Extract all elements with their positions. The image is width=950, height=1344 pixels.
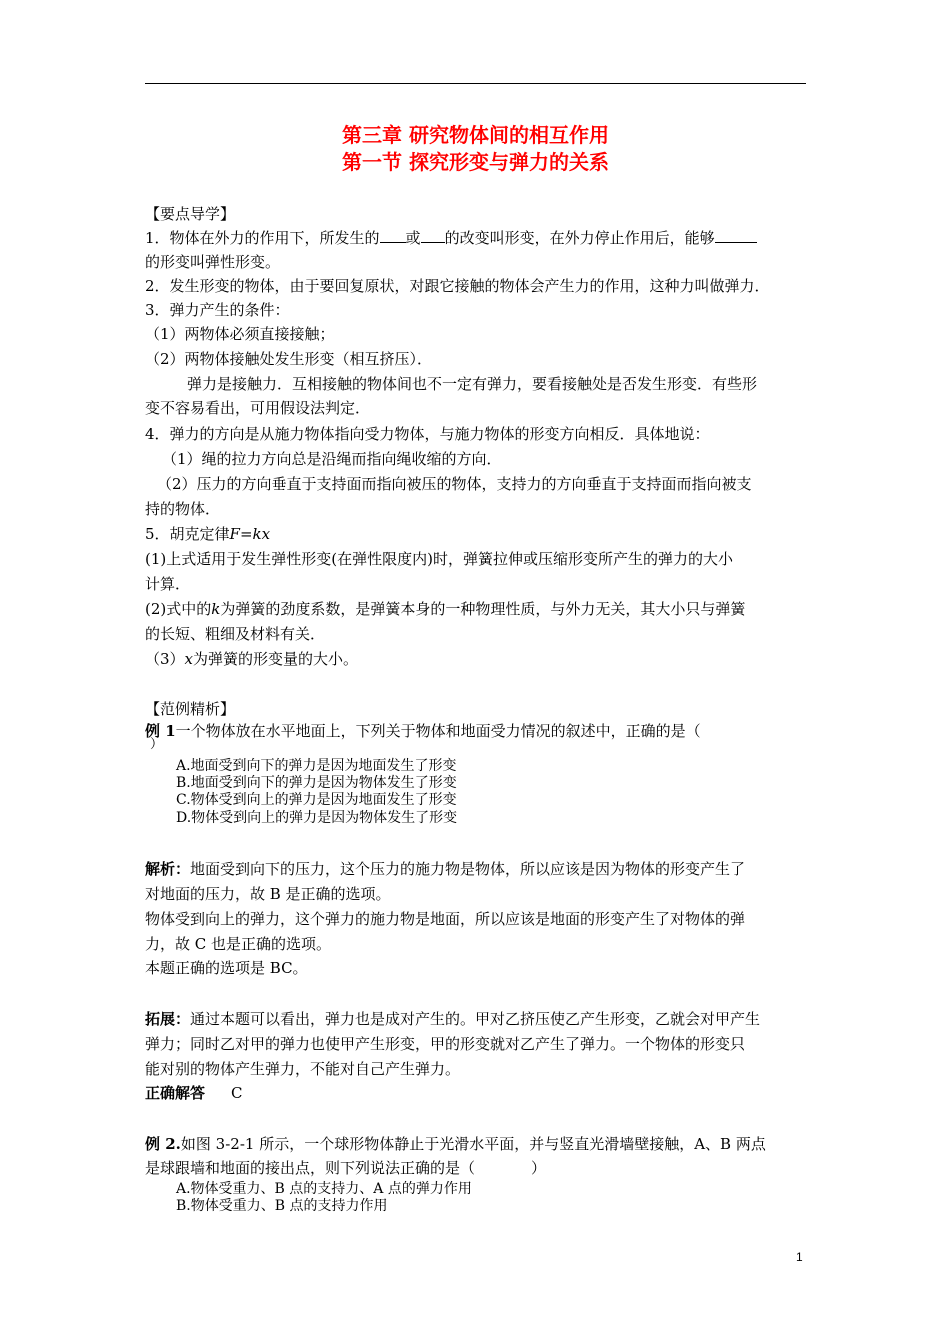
example-2-label: 例 2. [145,1135,181,1153]
analysis-line-5: 本题正确的选项是 BC。 [145,959,308,977]
examples-heading: 【范例精析】 [145,700,236,718]
guide-p5-1b: 计算． [145,575,191,593]
correct-answer-value: C [231,1084,243,1102]
guide-p2: 2．发生形变的物体，由于要回复原状，对跟它接触的物体会产生力的作用，这种力叫做弹力． [145,277,770,295]
example-1-option-a: A.地面受到向下的弹力是因为地面发生了形变 [176,758,457,774]
example-1-text: 一个物体放在水平地面上，下列关于物体和地面受力情况的叙述中，正确的是（ [175,722,701,740]
example-1-option-c: C.物体受到向上的弹力是因为地面发生了形变 [176,792,457,808]
page-number: 1 [796,1250,803,1264]
correct-answer-label: 正确解答 [145,1084,206,1102]
extension-text-a: 通过本题可以看出，弹力也是成对产生的。甲对乙挤压使乙产生形变，乙就会对甲产生 [190,1010,761,1028]
guide-p1-cont: 的形变叫弹性形变。 [145,253,281,271]
guide-p5-2a-pre: (2)式中的 [145,600,212,618]
guide-heading: 【要点导学】 [145,205,236,223]
header-rule [145,83,806,84]
section-title: 第一节 探究形变与弹力的关系 [342,150,609,174]
example-1 [145,721,701,741]
example-2-text-b: 是球跟墙和地面的接出点，则下列说法正确的是（ [145,1159,476,1177]
guide-p5-2a-post: 为弹簧的劲度系数，是弹簧本身的一种物理性质，与外力无关，其大小只与弹簧 [220,600,746,618]
example-2-option-a: A.物体受重力、B 点的支持力、A 点的弹力作用 [176,1181,472,1197]
guide-p3-2: （2）两物体接触处发生形变（相互挤压）． [145,350,433,368]
analysis-line-3: 物体受到向上的弹力，这个弹力的施力物是地面，所以应该是地面的形变产生了对物体的弹 [145,910,746,928]
formula-eq: = [239,525,253,543]
guide-p4: 4．弹力的方向是从施力物体指向受力物体，与施力物体的形变方向相反．具体地说： [145,425,710,443]
hooke-law-label: 5．胡克定律 [145,525,230,543]
formula-f: F [229,525,240,543]
example-2 [145,1134,766,1154]
example-2-line-2 [145,1158,546,1178]
guide-p5-3-post: 为弹簧的形变量的大小。 [193,650,359,668]
guide-p5-3-pre: （3） [145,650,185,668]
analysis-line-4: 力，故 C 也是正确的选项。 [145,935,332,953]
example-1-option-d: D.物体受到向上的弹力是因为物体发生了形变 [176,810,458,826]
fill-blank-2 [421,228,445,243]
guide-p4-1: （1）绳的拉力方向总是沿绳而指向绳收缩的方向． [162,450,502,468]
guide-p1-text-c: 的改变叫形变，在外力停止作用后，能够 [444,229,715,247]
example-1-option-b: B.地面受到向下的弹力是因为物体发生了形变 [176,775,457,791]
guide-p1-text-a: 1．物体在外力的作用下，所发生的 [145,229,380,247]
extension-line-1 [145,1009,760,1029]
var-k: k [211,600,221,618]
guide-p3-note-a: 弹力是接触力．互相接触的物体间也不一定有弹力，要看接触处是否发生形变．有些形 [187,375,758,393]
formula-kx: kx [252,525,271,543]
example-2-option-b: B.物体受重力、B 点的支持力作用 [176,1198,388,1214]
analysis-text-1a: 地面受到向下的压力，这个压力的施力物是物体，所以应该是因为物体的形变产生了 [190,860,746,878]
guide-p1 [145,228,757,248]
guide-p1-text-b: 或 [405,229,421,247]
analysis-line-2: 对地面的压力，故 B 是正确的选项。 [145,885,391,903]
guide-p5-3 [145,649,358,669]
correct-answer [145,1083,243,1103]
example-2-text-a: 如图 3-2-1 所示，一个球形物体静止于光滑水平面，并与竖直光滑墙壁接触，A、B 两点 [180,1135,766,1153]
var-x: x [184,650,194,668]
guide-p5-2b: 的长短、粗细及材料有关． [145,625,326,643]
example-1-label: 例 1 [145,722,176,740]
fill-blank-3 [715,228,757,243]
analysis-line-1 [145,859,745,879]
analysis-label: 解析： [145,860,191,878]
chapter-title: 第三章 研究物体间的相互作用 [342,123,609,147]
hooke-law [145,524,270,544]
guide-p5-1a: (1)上式适用于发生弹性形变(在弹性限度内)时，弹簧拉伸或压缩形变所产生的弹力的大小 [145,550,733,568]
example-2-close: ） [531,1159,547,1177]
guide-p3: 3．弹力产生的条件： [145,301,290,319]
guide-p3-note-b: 变不容易看出，可用假设法判定． [145,399,371,417]
guide-p3-1: （1）两物体必须直接接触； [145,325,335,343]
fill-blank-1 [380,228,406,243]
example-1-close: ） [150,737,164,752]
guide-p5-2a [145,599,745,619]
extension-line-3: 能对别的物体产生弹力，不能对自己产生弹力。 [145,1060,461,1078]
extension-line-2: 弹力；同时乙对甲的弹力也使甲产生形变，甲的形变就对乙产生了弹力。一个物体的形变只 [145,1035,746,1053]
extension-label: 拓展： [145,1010,191,1028]
guide-p4-2b: 持的物体． [145,500,221,518]
guide-p4-2a: （2）压力的方向垂直于支持面而指向被压的物体，支持力的方向垂直于支持面而指向被支 [157,475,752,493]
